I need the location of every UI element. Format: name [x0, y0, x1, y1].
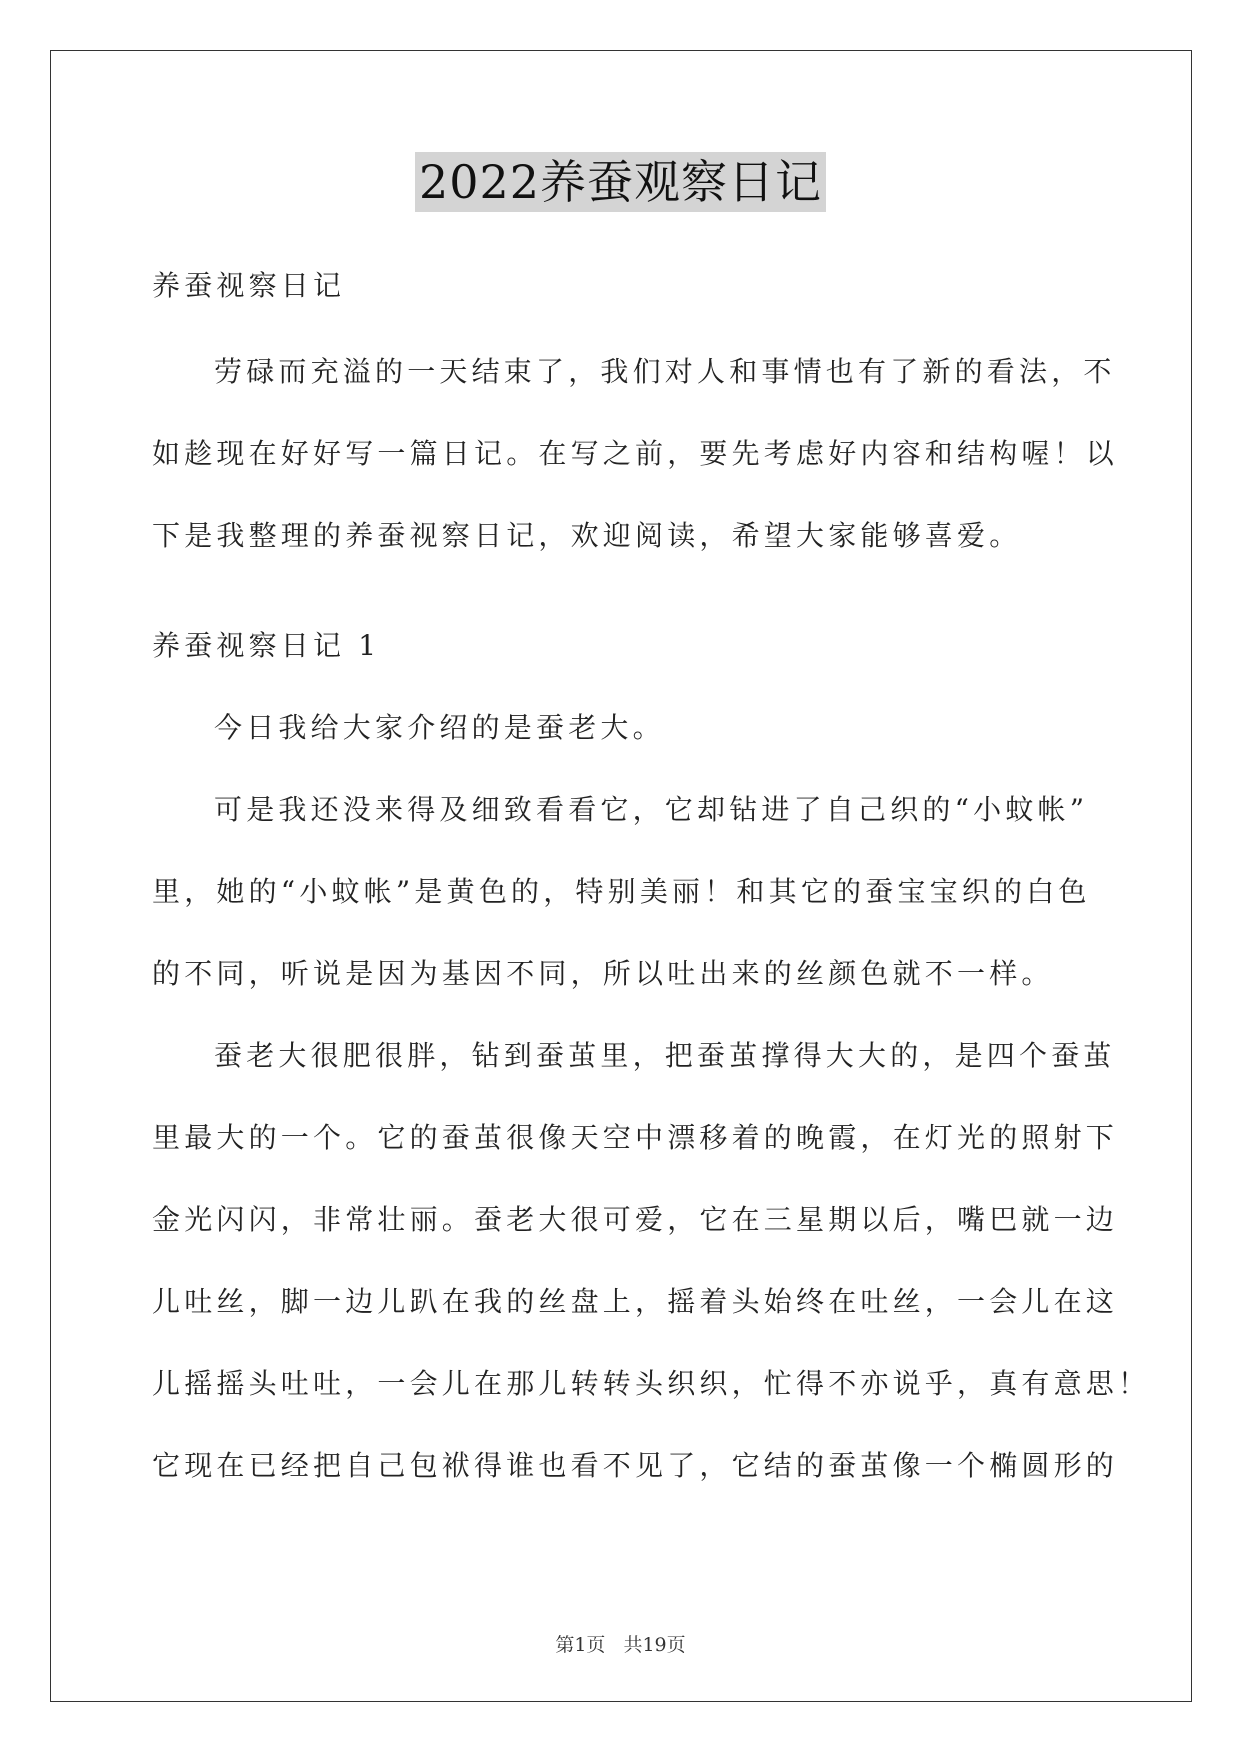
- paragraph-3-line-4: 儿吐丝，脚一边儿趴在我的丝盘上，摇着头始终在吐丝，一会儿在这: [152, 1285, 1119, 1318]
- heading: 养蚕视察日记: [152, 269, 346, 302]
- intro-line-2: 如趁现在好好写一篇日记。在写之前，要先考虑好内容和结构喔！以: [152, 437, 1119, 470]
- paragraph-2-line-3: 的不同，听说是因为基因不同，所以吐出来的丝颜色就不一样。: [152, 957, 1054, 990]
- paragraph-3-line-5: 儿摇摇头吐吐，一会儿在那儿转转头织织，忙得不亦说乎，真有意思！: [152, 1367, 1151, 1400]
- paragraph-3-line-3: 金光闪闪，非常壮丽。蚕老大很可爱，它在三星期以后，嘴巴就一边: [152, 1203, 1119, 1236]
- title-container: [0, 152, 1241, 212]
- paragraph-3-line-1: 蚕老大很肥很胖，钻到蚕茧里，把蚕茧撑得大大的，是四个蚕茧: [214, 1039, 1116, 1072]
- page-total: 共19页: [623, 1634, 686, 1656]
- section-heading: 养蚕视察日记 1: [152, 629, 381, 662]
- paragraph-3-line-2: 里最大的一个。它的蚕茧很像天空中漂移着的晚霞，在灯光的照射下: [152, 1121, 1119, 1154]
- page-footer: [0, 1630, 1241, 1657]
- paragraph-1: 今日我给大家介绍的是蚕老大。: [214, 711, 665, 744]
- document-title: 2022养蚕观察日记: [415, 152, 826, 212]
- intro-line-1: 劳碌而充溢的一天结束了，我们对人和事情也有了新的看法，不: [214, 355, 1116, 388]
- paragraph-2-line-1: 可是我还没来得及细致看看它，它却钻进了自己织的“小蚊帐”: [214, 793, 1089, 826]
- paragraph-3-line-6: 它现在已经把自己包袱得谁也看不见了，它结的蚕茧像一个椭圆形的: [152, 1449, 1119, 1482]
- paragraph-2-line-2: 里，她的“小蚊帐”是黄色的，特别美丽！和其它的蚕宝宝织的白色: [152, 875, 1091, 908]
- document-body: [152, 245, 1119, 577]
- section-1: [152, 605, 1151, 1507]
- intro-line-3: 下是我整理的养蚕视察日记，欢迎阅读，希望大家能够喜爱。: [152, 519, 1022, 552]
- page-number: 第1页: [555, 1634, 606, 1656]
